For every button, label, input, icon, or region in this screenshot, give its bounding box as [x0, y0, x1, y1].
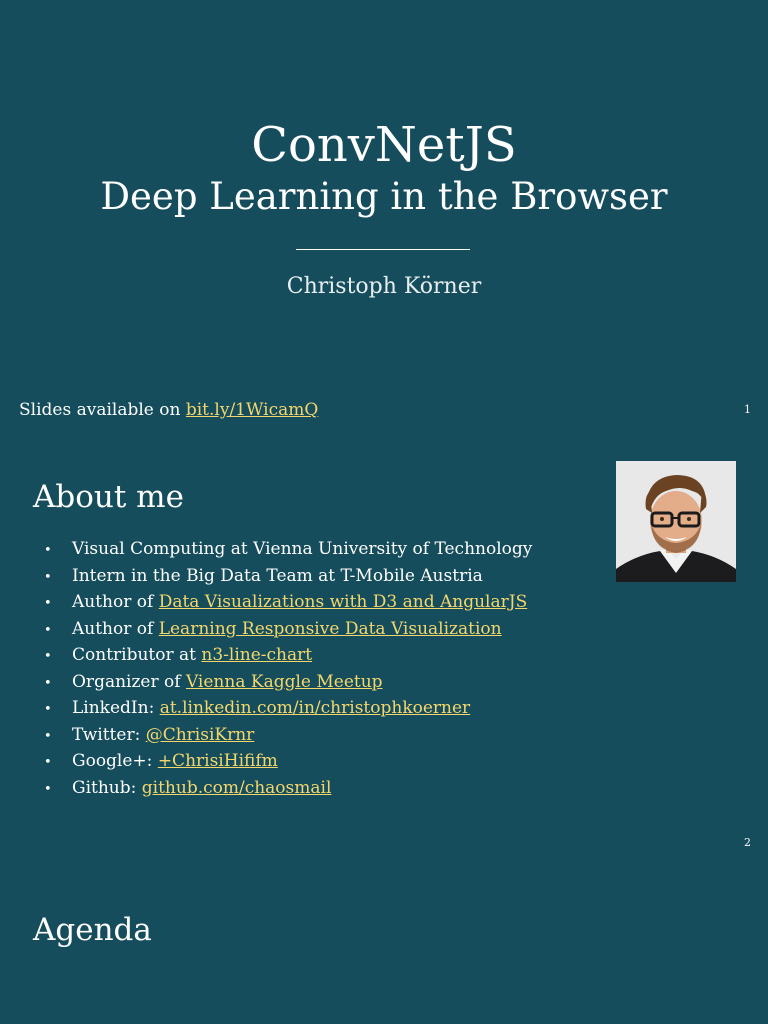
about-me-list: [44, 536, 532, 801]
item-text: Twitter:: [72, 724, 146, 745]
slide-title: ConvNetJS: [251, 117, 517, 173]
title-divider: [296, 249, 470, 250]
book-responsive-dataviz-link[interactable]: Learning Responsive Data Visualization: [158, 618, 502, 639]
n3-line-chart-link[interactable]: n3-line-chart: [201, 645, 313, 665]
list-item: [44, 775, 532, 802]
bullet-glyph: •: [44, 675, 52, 691]
item-text: LinkedIn:: [72, 698, 160, 718]
bullet-glyph: •: [44, 755, 52, 770]
page-number-1: 1: [744, 403, 751, 416]
item-text: Author of: [72, 592, 159, 612]
list-item: [44, 695, 532, 722]
list-item: [44, 642, 532, 669]
list-item: [44, 722, 532, 749]
author-photo: [616, 461, 736, 582]
slides-link[interactable]: bit.ly/1WicamQ: [185, 400, 319, 420]
bullet-glyph: •: [44, 569, 52, 585]
slides-note-prefix: Slides available on: [19, 400, 186, 420]
list-item: [44, 616, 532, 643]
book-d3-angularjs-link[interactable]: Data Visualizations with D3 and AngularJS: [158, 592, 528, 612]
slide-subtitle: Deep Learning in the Browser: [100, 175, 668, 218]
item-text: Author of: [72, 618, 159, 639]
item-text: Contributor at: [72, 645, 202, 665]
item-text: Organizer of: [72, 671, 186, 692]
kaggle-meetup-link[interactable]: Vienna Kaggle Meetup: [185, 671, 383, 692]
github-link[interactable]: github.com/chaosmail: [141, 777, 332, 798]
bullet-glyph: •: [44, 649, 52, 664]
portrait-image: [616, 461, 736, 582]
item-text: Intern in the Big Data Team at T-Mobile Austria: [72, 565, 483, 586]
list-item: [44, 748, 532, 775]
author-name: Christoph Körner: [286, 274, 482, 299]
item-text: Visual Computing at Vienna University of Technology: [72, 539, 533, 559]
page-number-2: 2: [744, 836, 751, 849]
bullet-glyph: •: [44, 596, 52, 611]
bullet-glyph: •: [44, 622, 52, 638]
slides-available-note: [19, 397, 318, 423]
item-text: Google+:: [72, 751, 158, 771]
list-item: [44, 589, 532, 616]
agenda-heading: Agenda: [33, 912, 152, 948]
google-plus-link[interactable]: +ChrisiHififm: [157, 751, 278, 771]
bullet-glyph: •: [44, 781, 52, 797]
twitter-link[interactable]: @ChrisiKrnr: [145, 724, 255, 745]
list-item: [44, 563, 532, 590]
item-text: Github:: [72, 777, 142, 798]
list-item: [44, 536, 532, 563]
linkedin-link[interactable]: at.linkedin.com/in/christophkoerner: [159, 698, 471, 718]
bullet-glyph: •: [44, 728, 52, 744]
list-item: [44, 669, 532, 696]
bullet-glyph: •: [44, 702, 52, 717]
bullet-glyph: •: [44, 543, 52, 558]
about-me-heading: About me: [33, 479, 184, 515]
